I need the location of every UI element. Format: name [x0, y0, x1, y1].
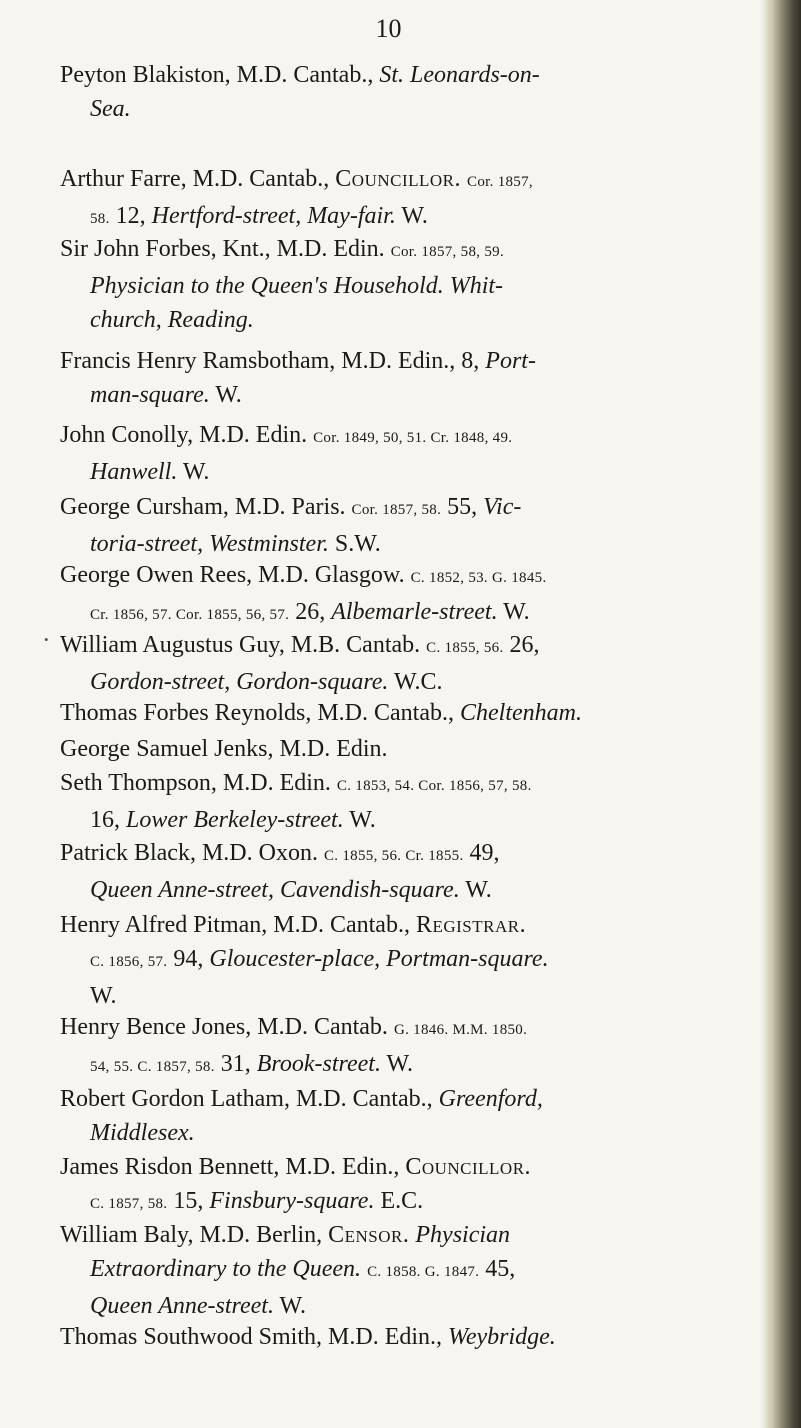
- entry-text: W.: [343, 807, 376, 833]
- entry-address: St. Leonards-on-: [379, 62, 540, 88]
- entry-text: William Augustus Guy, M.B. Cantab.: [60, 632, 427, 658]
- entry-office: Censor.: [328, 1222, 410, 1248]
- entry-text: S.W.: [328, 531, 381, 557]
- entry: [60, 1150, 760, 1221]
- entry-continuation-line: [60, 455, 760, 489]
- entry-text: W.: [459, 877, 492, 903]
- entry-address: Brook-street.: [256, 1051, 381, 1077]
- entry-continuation-line: [60, 873, 760, 907]
- entry: [60, 696, 760, 730]
- entry-text: 16,: [90, 807, 126, 833]
- entry-text: Peyton Blakiston, M.D. Cantab.,: [60, 62, 380, 88]
- entry-address: Finsbury-square.: [209, 1188, 375, 1214]
- entry-text: 49,: [463, 840, 500, 866]
- entry: [60, 908, 760, 1013]
- entry-continuation-line: [60, 1047, 760, 1084]
- entry-address: Extraordinary to the Queen.: [90, 1256, 362, 1282]
- entry-continuation-line: [60, 1252, 760, 1289]
- entry: [60, 1010, 760, 1084]
- entry-text: William Baly, M.D. Berlin,: [60, 1222, 329, 1248]
- entry-address: Sea.: [90, 96, 131, 122]
- entry-years: C. 1852, 53. G. 1845.: [410, 570, 547, 586]
- entry-text: W.: [209, 382, 242, 408]
- entry-text: Thomas Forbes Reynolds, M.D. Cantab.,: [60, 700, 460, 726]
- entry-continuation-line: [60, 942, 760, 979]
- entry-address: Queen Anne-street.: [90, 1293, 274, 1319]
- entry-line: [60, 162, 760, 199]
- entry-text: Robert Gordon Latham, M.D. Cantab.,: [60, 1086, 439, 1112]
- entry-office: Councillor.: [405, 1154, 532, 1180]
- entry-address: Queen Anne-street, Cavendish-square.: [90, 877, 460, 903]
- entry-line: [60, 1150, 760, 1184]
- entry-line: [60, 58, 760, 92]
- entry-text: 55,: [441, 494, 484, 520]
- entry-years: G. 1846. M.M. 1850.: [393, 1022, 528, 1038]
- entry: [60, 344, 760, 412]
- entry: [60, 732, 760, 766]
- entry-continuation-line: [60, 803, 760, 837]
- entry-text: Seth Thompson, M.D. Edin.: [60, 770, 337, 796]
- entry-text: W.: [273, 1293, 306, 1319]
- entry-address: Physician to the Queen's Household. Whit-: [90, 273, 504, 299]
- entry-text: Thomas Southwood Smith, M.D. Edin.,: [60, 1324, 449, 1350]
- entry-text: W.: [177, 459, 210, 485]
- entry-line: [60, 1010, 760, 1047]
- entry: [60, 232, 760, 337]
- entry-text: W.C.: [388, 669, 443, 695]
- entry-line: [60, 696, 760, 730]
- entry-line: [60, 418, 760, 455]
- entry-years: C. 1857, 58.: [90, 1196, 168, 1212]
- entry-text: 26,: [503, 632, 540, 658]
- entry: [60, 836, 760, 907]
- entry-years: Cor. 1857, 58.: [351, 502, 442, 518]
- entry-years: Cr. 1856, 57. Cor. 1855, 56, 57.: [90, 607, 290, 623]
- entry-address: Gordon-street, Gordon-square.: [90, 669, 389, 695]
- entry-address: church, Reading.: [90, 307, 254, 333]
- entry-line: [60, 908, 760, 942]
- entry-line: [60, 558, 760, 595]
- entry: [60, 418, 760, 489]
- entry-address: Albemarle-street.: [331, 599, 498, 625]
- entry-text: George Cursham, M.D. Paris.: [60, 494, 352, 520]
- entry: [60, 1082, 760, 1150]
- entry-continuation-line: [60, 199, 760, 236]
- entry-text: Henry Alfred Pitman, M.D. Cantab.,: [60, 912, 416, 938]
- entry-line: [60, 232, 760, 269]
- entry-years: 58.: [90, 211, 110, 227]
- entry-text: W.: [90, 983, 117, 1009]
- entry-continuation-line: [60, 665, 760, 699]
- entry-continuation-line: [60, 303, 760, 337]
- entry-text: 45,: [479, 1256, 516, 1282]
- entry-line: [60, 766, 760, 803]
- entry-text: Francis Henry Ramsbotham, M.D. Edin., 8,: [60, 348, 486, 374]
- entry-address: Greenford,: [438, 1086, 543, 1112]
- entry-years: Cor. 1857, 58, 59.: [390, 244, 505, 260]
- entry-address: man-square.: [90, 382, 210, 408]
- entry-years: C. 1858. G. 1847.: [367, 1264, 480, 1280]
- entry-continuation-line: [60, 378, 760, 412]
- entry: [60, 58, 760, 126]
- entry-text: W.: [395, 203, 428, 229]
- entry-text: W.: [497, 599, 530, 625]
- entry-continuation-line: [60, 979, 760, 1013]
- entry: [60, 1320, 760, 1354]
- entry-text: Sir John Forbes, Knt., M.D. Edin.: [60, 236, 391, 262]
- entry-text: E.C.: [374, 1188, 424, 1214]
- entry-years: Cor. 1857,: [467, 174, 533, 190]
- entry-years: C. 1855, 56.: [426, 640, 504, 656]
- entry-address: Physician: [415, 1222, 511, 1248]
- margin-mark: •: [44, 632, 49, 647]
- entry-address: toria-street, Westminster.: [90, 531, 329, 557]
- page-number: 10: [375, 14, 402, 43]
- entry-address: Gloucester-place, Portman-square.: [209, 946, 549, 972]
- page-edge-shadow: [759, 0, 801, 1428]
- entry-line: [60, 490, 760, 527]
- entry-address: Hertford-street, May-fair.: [151, 203, 396, 229]
- entry-line: [60, 344, 760, 378]
- entry-continuation-line: [60, 269, 760, 303]
- entry-address: Weybridge.: [448, 1324, 556, 1350]
- entry-years: C. 1853, 54. Cor. 1856, 57, 58.: [336, 778, 532, 794]
- entry-text: George Owen Rees, M.D. Glasgow.: [60, 562, 411, 588]
- entry-text: Henry Bence Jones, M.D. Cantab.: [60, 1014, 394, 1040]
- entry: [60, 628, 760, 699]
- entry-line: [60, 732, 760, 766]
- entry-office: Councillor.: [335, 166, 462, 192]
- entry-address: Cheltenham.: [459, 700, 582, 726]
- entry-text: James Risdon Bennett, M.D. Edin.,: [60, 1154, 406, 1180]
- entry-text: Arthur Farre, M.D. Cantab.,: [60, 166, 336, 192]
- entry-years: Cor. 1849, 50, 51. Cr. 1848, 49.: [313, 430, 513, 446]
- entry-text: 94,: [167, 946, 210, 972]
- entry: [60, 558, 760, 632]
- entry-years: 54, 55. C. 1857, 58.: [90, 1059, 215, 1075]
- entry-address: Lower Berkeley-street.: [126, 807, 344, 833]
- entry: [60, 162, 760, 236]
- entry: [60, 1218, 760, 1323]
- entry-text: 12,: [109, 203, 152, 229]
- entry-line: [60, 836, 760, 873]
- entry-line: [60, 1218, 760, 1252]
- entry-continuation-line: [60, 92, 760, 126]
- entry-office: Registrar.: [415, 912, 527, 938]
- entry-line: [60, 628, 760, 665]
- entry-text: 31,: [214, 1051, 257, 1077]
- entry-years: C. 1856, 57.: [90, 954, 168, 970]
- entry-address: Port-: [485, 348, 536, 374]
- entry-text: W.: [380, 1051, 413, 1077]
- entry-address: Vic-: [483, 494, 522, 520]
- entry-years: C. 1855, 56. Cr. 1855.: [323, 848, 464, 864]
- entry-address: Hanwell.: [90, 459, 178, 485]
- entry-line: [60, 1320, 760, 1354]
- entry-continuation-line: [60, 1289, 760, 1323]
- entry-text: Patrick Black, M.D. Oxon.: [60, 840, 324, 866]
- entry-text: 15,: [167, 1188, 210, 1214]
- entry-continuation-line: [60, 1116, 760, 1150]
- entry-line: [60, 1082, 760, 1116]
- entry: [60, 766, 760, 837]
- entry-text: John Conolly, M.D. Edin.: [60, 422, 314, 448]
- entry-continuation-line: [60, 595, 760, 632]
- entry-continuation-line: [60, 1184, 760, 1221]
- entry: [60, 490, 760, 561]
- entry-continuation-line: [60, 527, 760, 561]
- entry-address: Middlesex.: [90, 1120, 195, 1146]
- entry-text: 26,: [289, 599, 332, 625]
- entry-text: George Samuel Jenks, M.D. Edin.: [60, 736, 388, 762]
